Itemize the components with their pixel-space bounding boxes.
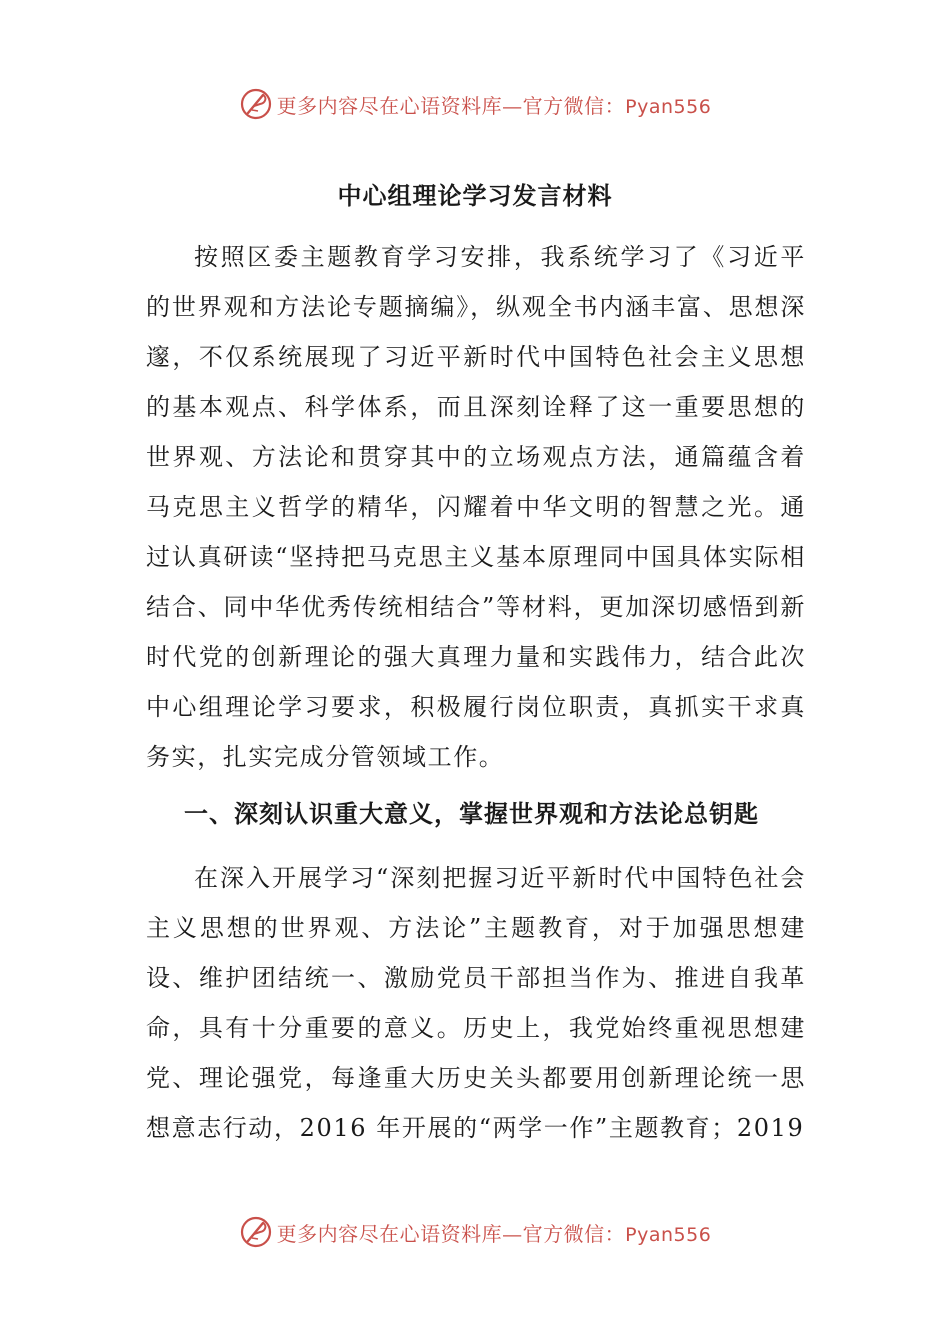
quill-logo-icon bbox=[239, 87, 273, 121]
footer-banner-text: 更多内容尽在心语资料库—官方微信：Pyan556 bbox=[276, 1221, 712, 1246]
section-1-heading: 一、深刻认识重大意义，掌握世界观和方法论总钥匙 bbox=[184, 799, 759, 828]
header-banner bbox=[0, 84, 950, 124]
header-wechat-id: Pyan556 bbox=[625, 95, 712, 118]
header-banner-text: 更多内容尽在心语资料库—官方微信：Pyan556 bbox=[276, 93, 712, 118]
intro-paragraph: 按照区委主题教育学习安排，我系统学习了《习近平的世界观和方法论专题摘编》，纵观全书内涵丰富、思想深邃，不仅系统展现了习近平新时代中国特色社会主义思想的基本观点、科学体系，而且深刻诠释了这一重要思想的世界观、方法论和贯穿其中的立场观点方法，通篇蕴含着马克思主义哲学的精华，闪耀着中华文明的智慧之光。通过认真研读“坚持把马克思主义基本原理同中国具体实际相结合、同中华优秀传统相结合”等材料，更加深切感悟到新时代党的创新理论的强大真理力量和实践伟力，结合此次中心组理论学习要求，积极履行岗位职责，真抓实干求真务实，扎实完成分管领域工作。 bbox=[146, 243, 806, 771]
section-1-paragraph: 在深入开展学习“深刻把握习近平新时代中国特色社会主义思想的世界观、方法论”主题教育，对于加强思想建设、维护团结统一、激励党员干部担当作为、推进自我革命，具有十分重要的意义。历史上，我党始终重视思想建党、理论强党，每逢重大历史关头都要用创新理论统一思想意志行动，2016 年开展的“两学一作”主题教育；2019 bbox=[146, 864, 806, 1142]
document-title: 中心组理论学习发言材料 bbox=[337, 181, 613, 210]
footer-banner bbox=[0, 1212, 950, 1252]
quill-logo-icon bbox=[239, 1215, 273, 1249]
footer-wechat-id: Pyan556 bbox=[625, 1223, 712, 1246]
